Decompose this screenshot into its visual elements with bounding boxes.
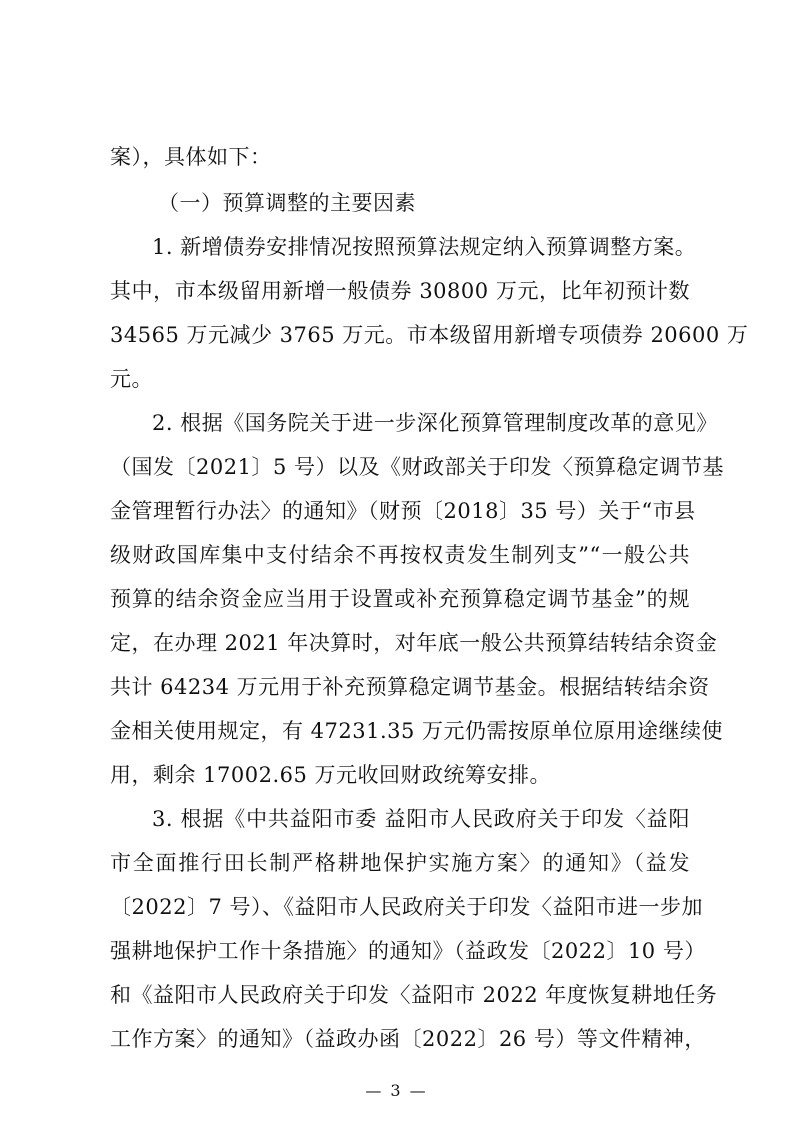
text-line: 用，剩余 17002.65 万元收回财政统筹安排。 bbox=[110, 763, 552, 787]
page-number: — 3 — bbox=[365, 1081, 428, 1100]
text-line: 共计 64234 万元用于补充预算稳定调节基金。根据结转结余资 bbox=[110, 675, 710, 699]
text-line: 〔2022〕7 号）、《益阳市人民政府关于印发〈益阳市进一步加 bbox=[110, 895, 703, 919]
text-line: （国发〔2021〕5 号）以及《财政部关于印发〈预算稳定调节基 bbox=[110, 455, 724, 479]
text-line: 34565 万元减少 3765 万元。市本级留用新增专项债券 20600 万 bbox=[110, 323, 749, 347]
text-line: 案），具体如下： bbox=[110, 145, 272, 169]
text-line: 3. 根据《中共益阳市委 益阳市人民政府关于印发〈益阳 bbox=[152, 807, 690, 831]
text-line: 定，在办理 2021 年决算时，对年底一般公共预算结转结余资金 bbox=[110, 631, 718, 655]
text-line: 和《益阳市人民政府关于印发〈益阳市 2022 年度恢复耕地任务 bbox=[110, 983, 718, 1007]
text-line: 工作方案〉的通知》（益政办函〔2022〕26 号）等文件精神， bbox=[110, 1027, 706, 1051]
text-line: 1. 新增债券安排情况按照预算法规定纳入预算调整方案。 bbox=[152, 235, 697, 259]
text-line: 强耕地保护工作十条措施〉的通知》（益政发〔2022〕10 号） bbox=[110, 939, 706, 963]
text-line: 市全面推行田长制严格耕地保护实施方案〉的通知》（益发 bbox=[110, 851, 690, 875]
text-line: 金管理暂行办法〉的通知》（财预〔2018〕35 号）关于“市县 bbox=[110, 499, 696, 523]
text-line: 2. 根据《国务院关于进一步深化预算管理制度改革的意见》 bbox=[152, 411, 718, 435]
text-line: 元。 bbox=[110, 367, 153, 391]
text-line: 级财政国库集中支付结余不再按权责发生制列支”“一般公共 bbox=[110, 543, 690, 567]
text-line: 金相关使用规定，有 47231.35 万元仍需按原单位原用途继续使 bbox=[110, 719, 724, 743]
text-line: 其中，市本级留用新增一般债券 30800 万元，比年初预计数 bbox=[110, 279, 690, 303]
text-line: 预算的结余资金应当用于设置或补充预算稳定调节基金”的规 bbox=[110, 587, 690, 611]
section-heading: （一）预算调整的主要因素 bbox=[158, 191, 416, 215]
